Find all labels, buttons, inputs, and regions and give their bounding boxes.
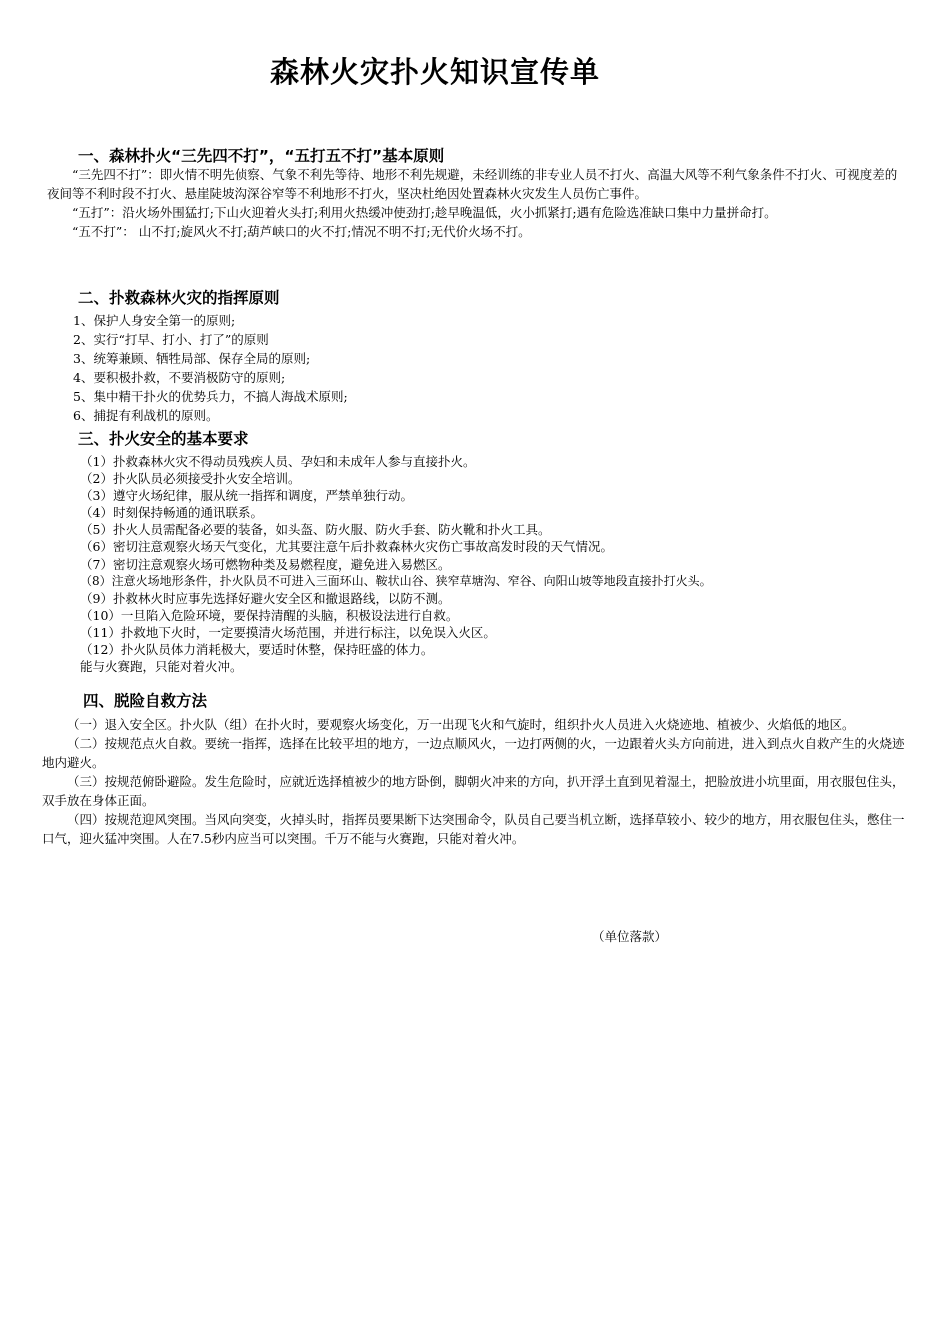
list-item: （3）遵守火场纪律，服从统一指挥和调度，严禁单独行动。 — [80, 488, 413, 504]
list-item: （6）密切注意观察火场天气变化，尤其要注意午后扑救森林火灾伤亡事故高发时段的天气情况。 — [80, 539, 613, 555]
section-4-body — [42, 715, 916, 848]
section-1-body — [47, 165, 905, 241]
section-1-paragraph-2: “五打”：沿火场外围猛打;下山火迎着火头打;利用火热缓冲使劲打;趁早晚温低，火小抓紧打;遇有危险选准缺口集中力量拼命打。 — [72, 205, 777, 220]
list-item: （5）扑火人员需配备必要的装备，如头盔、防火服、防火手套、防火靴和扑火工具。 — [80, 522, 551, 538]
list-item: （7）密切注意观察火场可燃物种类及易燃程度，避免进入易燃区。 — [80, 556, 451, 572]
list-item: 1、保护人身安全第一的原则; — [73, 313, 236, 328]
list-item: 3、统筹兼顾、牺牲局部、保存全局的原则; — [73, 351, 311, 366]
list-item: 5、集中精干扑火的优势兵力，不搞人海战术原则; — [73, 389, 348, 404]
list-item: 4、要积极扑救，不要消极防守的原则; — [73, 370, 286, 385]
list-item: （12）扑火队员体力消耗极大，要适时休整，保持旺盛的体力。 — [80, 642, 434, 658]
list-item: 6、捕捉有利战机的原则。 — [73, 408, 219, 423]
section-2-list — [73, 311, 893, 425]
section-4-paragraph-3: （三）按规范俯卧避险。发生危险时，应就近选择植被少的地方卧倒，脚朝火冲来的方向，扒开浮土直到见着湿土，把脸放进小坑里面，用衣服包住头，双手放在身体正面。 — [42, 774, 905, 808]
section-1-paragraph-1: “三先四不打”：即火情不明先侦察、气象不利先等待、地形不利先规避，未经训练的非专业人员不打火、高温大风等不利气象条件不打火、可视度差的夜间等不利时段不打火、悬崖陡坡沟深谷窄等不利地形不打火，坚决杜绝因处置森林火灾发生人员伤亡事件。 — [47, 167, 898, 201]
organization-signature: （单位落款） — [592, 929, 668, 944]
list-item: （9）扑救林火时应事先选择好避火安全区和撤退路线，以防不测。 — [80, 590, 451, 606]
section-3-heading: 三、扑火安全的基本要求 — [78, 430, 249, 448]
section-1-paragraph-3: “五不打”： 山不打;旋风火不打;葫芦峡口的火不打;情况不明不打;无代价火场不打。 — [72, 224, 531, 239]
section-2-heading: 二、扑救森林火灾的指挥原则 — [78, 289, 280, 307]
page-title: 森林火灾扑火知识宣传单 — [269, 55, 600, 89]
section-4-paragraph-2: （二）按规范点火自救。要统一指挥，选择在比较平坦的地方，一边点顺风火，一边打两侧的火，一边跟着火头方向前进，进入到点火自救产生的火烧迹地内避火。 — [42, 736, 905, 770]
section-4-paragraph-4: （四）按规范迎风突围。当风向突变，火掉头时，指挥员要果断下达突围命令，队员自己要当机立断，选择草较小、较少的地方，用衣服包住头，憋住一口气，迎火猛冲突围。人在7.5秒内应当可以突围。千万不能与火赛跑，只能对着火冲。 — [42, 812, 905, 846]
list-item: （11）扑救地下火时，一定要摸清火场范围，并进行标注，以免误入火区。 — [80, 624, 496, 640]
list-item: 能与火赛跑，只能对着火冲。 — [80, 659, 243, 675]
list-item: （10）一旦陷入危险环境，要保持清醒的头脑，积极设法进行自救。 — [80, 607, 459, 623]
section-4-heading: 四、脱险自救方法 — [83, 692, 208, 710]
section-1-heading: 一、森林扑火“三先四不打”，“五打五不打”基本原则 — [78, 147, 445, 165]
list-item: （2）扑火队员必须接受扑火安全培训。 — [80, 471, 301, 487]
list-item: （8）注意火场地形条件，扑火队员不可进入三面环山、鞍状山谷、狭窄草塘沟、窄谷、向阳山坡等地段直接扑打火头。 — [80, 573, 712, 588]
section-4-paragraph-1: （一）退入安全区。扑火队（组）在扑火时，要观察火场变化，万一出现飞火和气旋时，组织扑火人员进入火烧迹地、植被少、火焰低的地区。 — [67, 717, 855, 732]
list-item: （1）扑救森林火灾不得动员残疾人员、孕妇和未成年人参与直接扑火。 — [80, 454, 476, 469]
list-item: （4）时刻保持畅通的通讯联系。 — [80, 505, 263, 521]
section-3-list — [80, 453, 910, 675]
list-item: 2、实行“打早、打小、打了”的原则 — [73, 332, 269, 347]
